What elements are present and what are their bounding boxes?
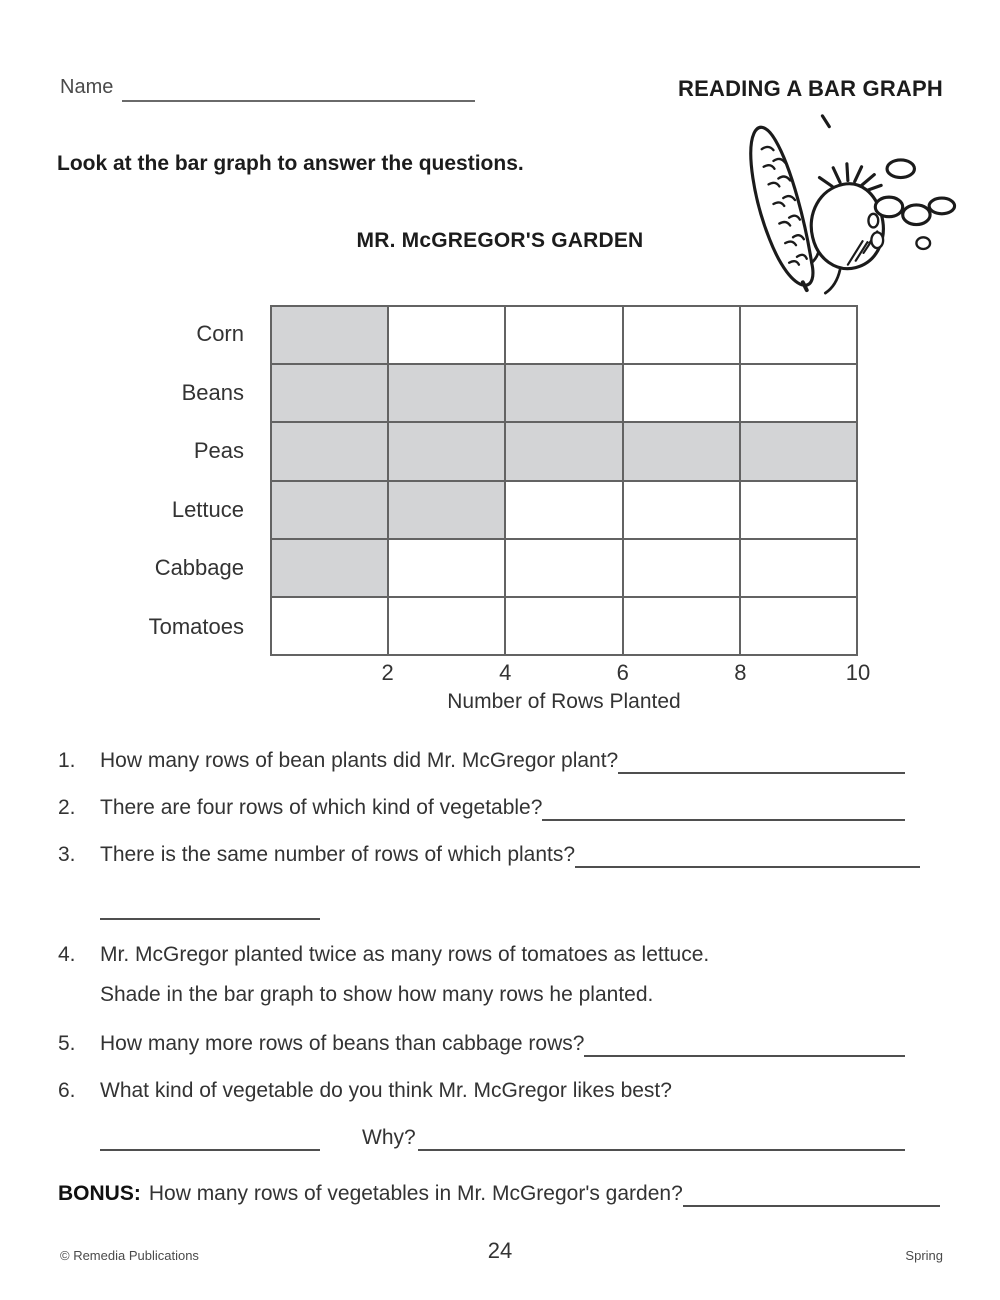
row-label-peas: Peas — [193, 438, 244, 464]
grid-cell-beans-1[interactable] — [389, 365, 506, 423]
bonus-label: BONUS: — [58, 1182, 141, 1205]
grid-cell-peas-2[interactable] — [506, 423, 623, 481]
grid-cell-lettuce-0[interactable] — [272, 482, 389, 540]
grid-cell-tomatoes-4[interactable] — [741, 598, 858, 656]
row-label-lettuce: Lettuce — [171, 496, 244, 522]
chart-x-ticks — [270, 660, 871, 686]
question-text: Shade in the bar graph to show how many rows he planted. — [100, 983, 654, 1006]
question-5 — [58, 1031, 905, 1057]
grid-cell-peas-4[interactable] — [741, 423, 858, 481]
answer-blank-6-why[interactable] — [418, 1127, 905, 1151]
grid-cell-lettuce-4[interactable] — [741, 482, 858, 540]
question-2 — [58, 795, 905, 821]
x-tick-label-8: 8 — [734, 660, 747, 685]
question-number: 3. — [58, 843, 76, 866]
grid-cell-cabbage-2[interactable] — [506, 540, 623, 598]
publisher-credit: © Remedia Publications — [60, 1248, 199, 1263]
answer-blank-2[interactable] — [542, 797, 905, 821]
grid-cell-peas-1[interactable] — [389, 423, 506, 481]
question-text: There is the same number of rows of which plants? — [100, 843, 576, 866]
season-label: Spring — [905, 1248, 943, 1263]
row-label-cabbage: Cabbage — [154, 555, 244, 581]
grid-cell-peas-3[interactable] — [624, 423, 741, 481]
question-3 — [58, 842, 920, 868]
question-4-line-1 — [58, 942, 942, 968]
grid-cell-beans-4[interactable] — [741, 365, 858, 423]
name-blank-line[interactable] — [122, 78, 475, 102]
bonus-answer-blank[interactable] — [683, 1183, 940, 1207]
page-number: 24 — [487, 1238, 513, 1263]
question-text: Mr. McGregor planted twice as many rows of tomatoes as lettuce. — [100, 943, 710, 966]
question-number: 1. — [58, 749, 76, 772]
grid-cell-cabbage-4[interactable] — [741, 540, 858, 598]
grid-cell-corn-3[interactable] — [624, 307, 741, 365]
question-4-line-2 — [58, 982, 942, 1008]
why-label: Why? — [362, 1126, 416, 1149]
x-tick-label-6: 6 — [616, 660, 629, 685]
bonus-text: How many rows of vegetables in Mr. McGregor's garden? — [148, 1182, 683, 1205]
grid-cell-cabbage-1[interactable] — [389, 540, 506, 598]
grid-cell-corn-4[interactable] — [741, 307, 858, 365]
question-number: 4. — [58, 943, 76, 966]
row-label-tomatoes: Tomatoes — [148, 613, 244, 639]
grid-cell-corn-2[interactable] — [506, 307, 623, 365]
grid-cell-tomatoes-3[interactable] — [624, 598, 741, 656]
chart-x-axis-label: Number of Rows Planted — [447, 690, 681, 713]
question-number: 2. — [58, 796, 76, 819]
grid-cell-tomatoes-2[interactable] — [506, 598, 623, 656]
grid-cell-lettuce-3[interactable] — [624, 482, 741, 540]
grid-cell-cabbage-0[interactable] — [272, 540, 389, 598]
vegetables-illustration — [723, 110, 961, 296]
x-tick-label-2: 2 — [381, 660, 394, 685]
grid-cell-beans-3[interactable] — [624, 365, 741, 423]
grid-cell-tomatoes-1[interactable] — [389, 598, 506, 656]
question-number: 5. — [58, 1032, 76, 1055]
answer-blank-1[interactable] — [618, 750, 905, 774]
instruction-text: Look at the bar graph to answer the questions. — [57, 152, 524, 175]
question-1 — [58, 748, 905, 774]
question-6-answer-row — [100, 1125, 905, 1151]
grid-cell-cabbage-3[interactable] — [624, 540, 741, 598]
row-label-corn: Corn — [196, 321, 244, 347]
bonus-question — [58, 1181, 940, 1207]
answer-blank-6[interactable] — [100, 1127, 320, 1151]
question-text: How many rows of bean plants did Mr. McGregor plant? — [100, 749, 619, 772]
grid-cell-beans-0[interactable] — [272, 365, 389, 423]
chart-grid — [270, 305, 858, 656]
page-title: READING A BAR GRAPH — [678, 76, 943, 101]
chart-row-labels — [0, 305, 257, 656]
row-label-beans: Beans — [181, 379, 244, 405]
grid-cell-lettuce-1[interactable] — [389, 482, 506, 540]
grid-cell-corn-1[interactable] — [389, 307, 506, 365]
answer-blank-3[interactable] — [575, 844, 920, 868]
grid-cell-peas-0[interactable] — [272, 423, 389, 481]
grid-cell-corn-0[interactable] — [272, 307, 389, 365]
answer-blank-3-continued[interactable] — [100, 896, 320, 920]
question-text: What kind of vegetable do you think Mr. McGregor likes best? — [100, 1079, 672, 1102]
chart-title: MR. McGREGOR'S GARDEN — [356, 229, 644, 252]
x-tick-label-4: 4 — [499, 660, 512, 685]
name-label: Name — [60, 76, 114, 98]
question-number: 6. — [58, 1079, 76, 1102]
answer-blank-5[interactable] — [584, 1033, 905, 1057]
x-tick-label-10: 10 — [845, 660, 871, 685]
question-text: There are four rows of which kind of vegetable? — [100, 796, 543, 819]
grid-cell-beans-2[interactable] — [506, 365, 623, 423]
grid-cell-tomatoes-0[interactable] — [272, 598, 389, 656]
grid-cell-lettuce-2[interactable] — [506, 482, 623, 540]
question-6 — [58, 1078, 942, 1104]
question-text: How many more rows of beans than cabbage rows? — [100, 1032, 585, 1055]
